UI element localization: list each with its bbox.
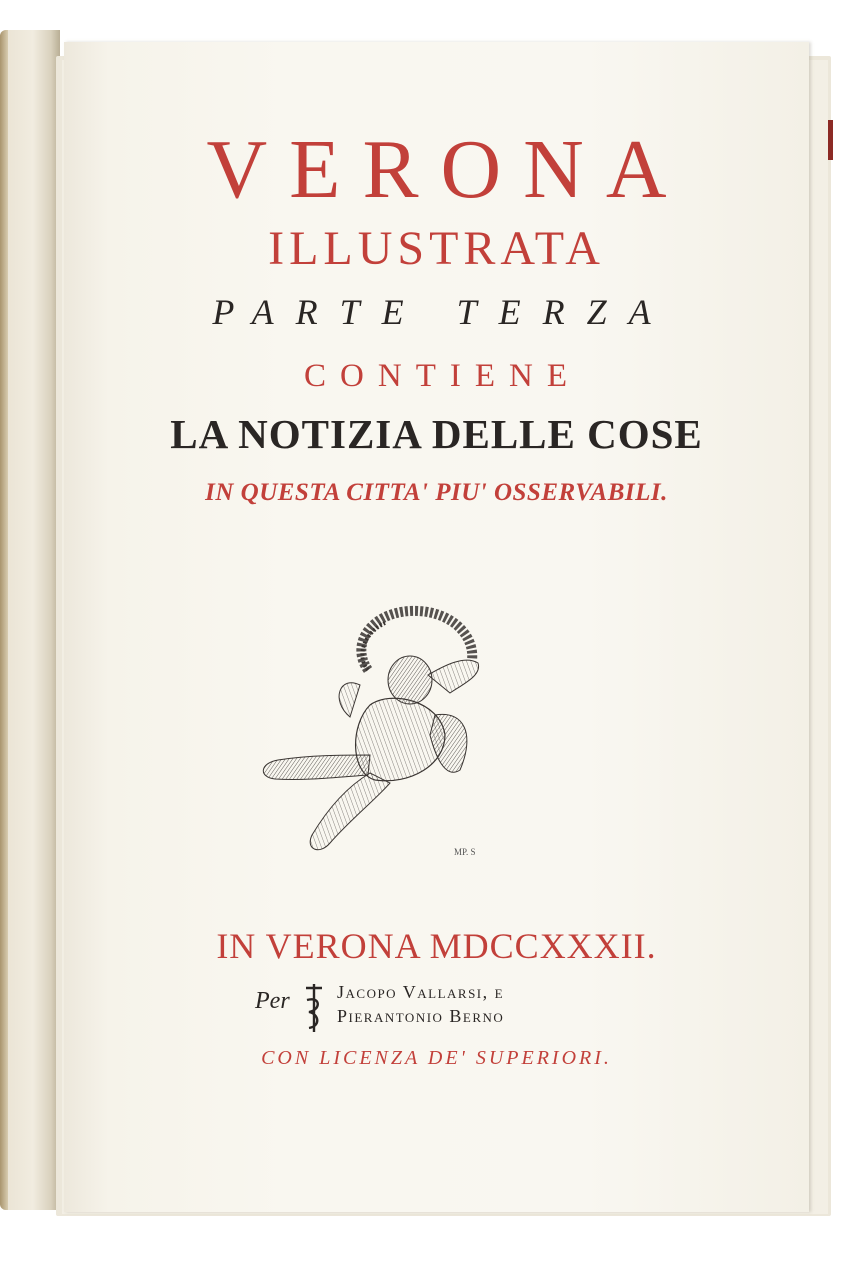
printer-line-2: Pierantonio Berno xyxy=(337,1006,505,1026)
title-parte-terza: PARTE TERZA xyxy=(212,292,673,332)
printer-mark-icon xyxy=(303,982,325,1034)
book-binding xyxy=(0,30,60,1210)
binding-edge xyxy=(0,30,8,1210)
imprint-per: Per xyxy=(255,988,290,1014)
title-in-questa-citta: IN QUESTA CITTA' PIU' OSSERVABILI. xyxy=(205,479,668,506)
licenza-line: CON LICENZA DE' SUPERIORI. xyxy=(261,1047,612,1069)
title-la-notizia: LA NOTIZIA DELLE COSE xyxy=(170,411,703,457)
printer-statement xyxy=(255,980,615,1040)
title-illustrata: ILLUSTRATA xyxy=(268,222,605,275)
printer-line-1: Jacopo Vallarsi, e xyxy=(337,982,505,1002)
cherub-with-wreath-engraving-icon xyxy=(250,605,490,860)
red-page-edge xyxy=(828,120,833,160)
title-verona: VERONA xyxy=(206,123,689,216)
engraver-signature: MP. S xyxy=(454,847,476,857)
title-contiene: CONTIENE xyxy=(304,358,581,394)
imprint-place-date: IN VERONA MDCCXXXII. xyxy=(216,926,657,966)
